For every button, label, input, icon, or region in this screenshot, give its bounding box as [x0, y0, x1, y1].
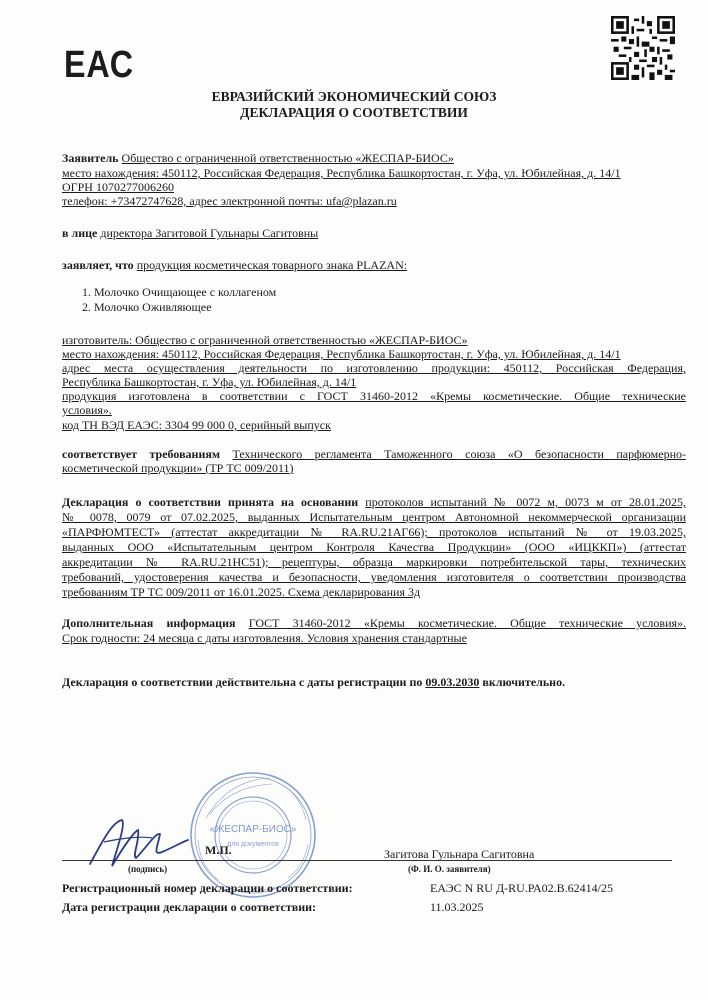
manufacturer-activity-address-cont: Республика Башкортостан, г. Уфа, ул. Юбилейная, д. 14/1	[62, 375, 357, 389]
applicant-label: Заявитель	[62, 151, 119, 165]
requirements-value: Технического регламента Таможенного союза «О безопасности парфюмерно-	[232, 447, 686, 461]
manufacturer-standard: продукция изготовлена в соответствии с ГОСТ 31460-2012 «Кремы косметические. Общие технические	[62, 389, 686, 403]
applicant-ogrn: ОГРН 1070277006260	[62, 180, 174, 194]
basis-text-line: требованиям ТР ТС 009/2011 от 16.01.2025. Схема декларирования 3д	[62, 585, 421, 599]
additional-value: ГОСТ 31460-2012 «Кремы косметические. Общие технические условия».	[248, 616, 687, 630]
stamp-text: «ЖЕСПАР-БИОС»	[209, 824, 297, 835]
eac-logo: ЕАС	[64, 44, 134, 86]
additional-value-cont: Срок годности: 24 месяца с даты изготовления. Условия хранения стандартные	[62, 631, 467, 645]
document-title: ДЕКЛАРАЦИЯ О СООТВЕТСТВИИ	[240, 105, 468, 120]
requirements-label: соответствует требованиям	[62, 447, 221, 461]
signature-caption: (подпись)	[128, 864, 168, 874]
requirements-value-cont: косметической продукции» (ТР ТС 009/2011)	[62, 461, 294, 475]
manufacturer-code: код ТН ВЭД ЕАЭС: 3304 99 000 0, серийный выпуск	[62, 418, 331, 432]
validity-date: 09.03.2030	[425, 675, 480, 689]
registration-date-value: 11.03.2025	[430, 900, 484, 914]
additional-label: Дополнительная информация	[62, 616, 236, 630]
additional-line	[62, 616, 686, 631]
person-label: в лице	[62, 226, 98, 240]
signer-name-caption: (Ф. И. О. заявителя)	[408, 864, 491, 874]
declares-line	[62, 258, 407, 273]
basis-text: протоколов испытаний № 0072 м, 0073 м от 28.01.2025,	[365, 495, 686, 509]
registration-number-value: ЕАЭС N RU Д-RU.РА02.В.62414/25	[430, 881, 613, 895]
qr-code-icon	[611, 16, 675, 80]
applicant-name: Общество с ограниченной ответственностью «ЖЕСПАР-БИОС»	[121, 151, 454, 165]
signature-rule	[62, 860, 672, 861]
person-line	[62, 226, 318, 241]
applicant-contacts: телефон: +73472747628, адрес электронной почты: ufa@plazan.ru	[62, 194, 397, 208]
handwritten-signature	[82, 812, 192, 872]
product-list	[82, 285, 276, 315]
applicant-address: место нахождения: 450112, Российская Федерация, Республика Башкортостан, г. Уфа, ул. Юбилейная, д. 14/1	[62, 166, 621, 180]
stamp-place-mark: М.П.	[205, 843, 232, 857]
person-value: директора Загитовой Гульнары Сагитовны	[100, 226, 319, 240]
svg-text:для документов: для документов	[227, 841, 279, 848]
declares-value: продукция косметическая товарного знака PLAZAN:	[136, 258, 408, 272]
manufacturer-standard-cont: условия».	[62, 403, 112, 417]
registration-date-label: Дата регистрации декларации о соответствии:	[62, 900, 317, 914]
validity-line	[62, 675, 565, 690]
declares-label: заявляет, что	[62, 258, 134, 272]
list-item: 2. Молочко Оживляющее	[82, 300, 212, 314]
registration-number-label: Регистрационный номер декларации о соответствии:	[62, 881, 353, 895]
basis-text-line: требований, удостоверения качества и безопасности, уведомления изготовителя о соответствии производства	[62, 570, 686, 584]
list-item: 1. Молочко Очищающее с коллагеном	[82, 285, 277, 299]
applicant-line	[62, 151, 454, 166]
basis-label: Декларация о соответствии принята на основании	[62, 495, 359, 509]
manufacturer-address: место нахождения: 450112, Российская Федерация, Республика Башкортостан, г. Уфа, ул. Юбилейная, д. 14/1	[62, 347, 621, 361]
signer-name: Загитова Гульнара Сагитовна	[384, 847, 535, 861]
manufacturer-activity-address: адрес места осуществления деятельности по изготовлению продукции: 450112, Российская Федерация,	[62, 361, 686, 375]
union-title: ЕВРАЗИЙСКИЙ ЭКОНОМИЧЕСКИЙ СОЮЗ	[211, 89, 497, 104]
basis-text-line: «ПАРФЮМТЕСТ» (аттестат аккредитации № RA.RU.21АГ66); протоколов испытаний № от 19.03.2025,	[62, 525, 686, 539]
validity-suffix: включительно.	[482, 675, 566, 689]
manufacturer-name: изготовитель: Общество с ограниченной ответственностью «ЖЕСПАР-БИОС»	[62, 333, 468, 347]
basis-text-line: № 0078, 0079 от 07.02.2025, выданных Испытательным центром Автономной некоммерческой организации	[62, 510, 686, 524]
basis-text-line: аккредитации № RA.RU.21НС51); рецептуры, образца маркировки потребительской тары, технических	[62, 555, 686, 569]
requirements-line	[62, 447, 686, 462]
basis-text-line: выданных ООО «Испытательным центром Контроля Качества Продукции» (ООО «ИЦККП») (аттестат	[62, 540, 686, 554]
basis-line	[62, 495, 686, 510]
validity-prefix: Декларация о соответствии действительна с даты регистрации по	[62, 675, 423, 689]
